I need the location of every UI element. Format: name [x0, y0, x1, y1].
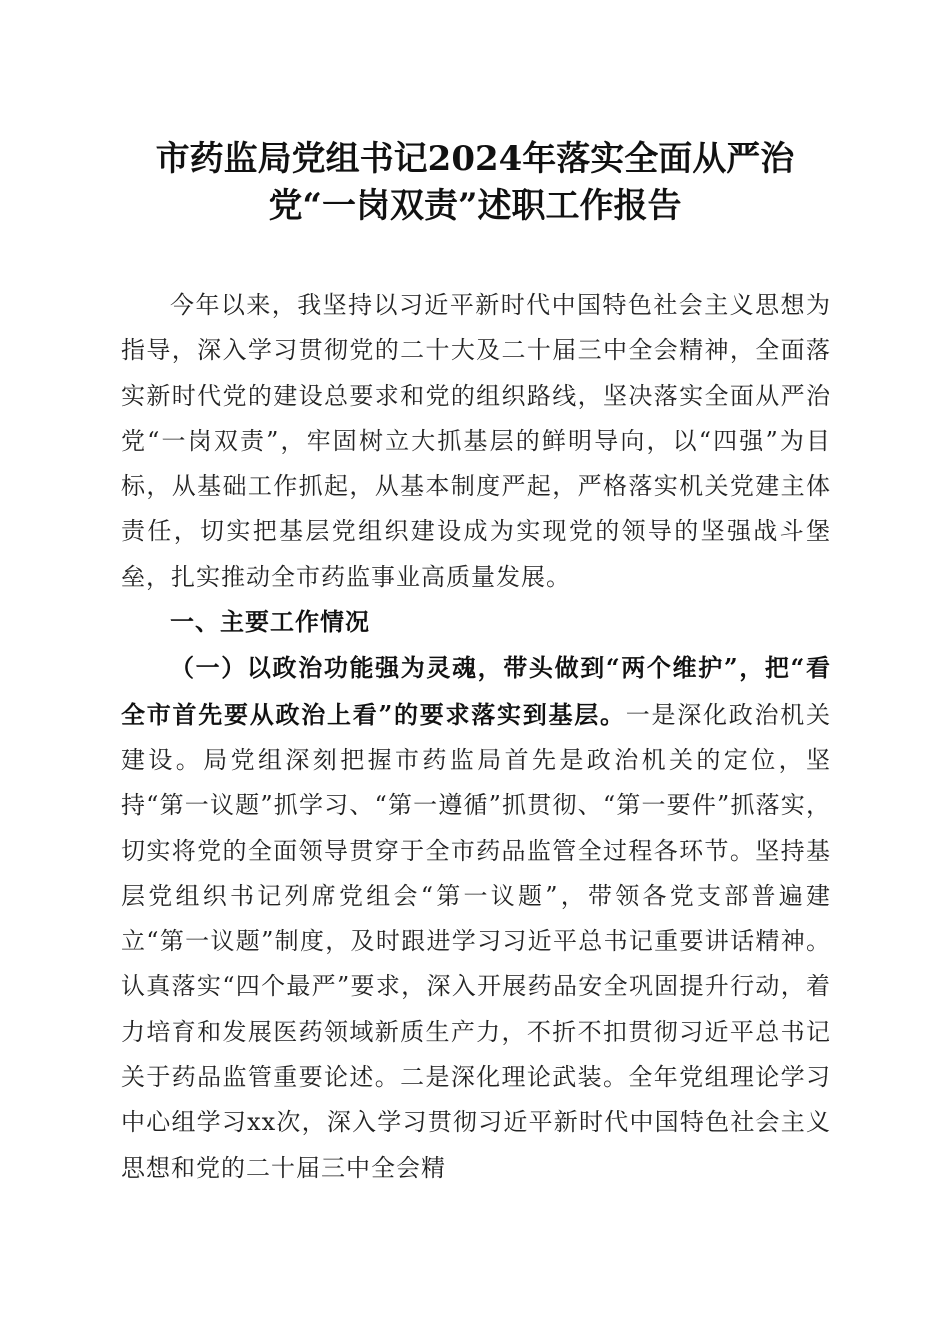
document-title-line-2: 党“一岗双责”述职工作报告: [268, 186, 682, 226]
subsection-heading: （一）以政治功能强为灵魂，带头做到“两个维护”，把“看全市首先要从政治上看”的要求落实到基层。: [121, 653, 831, 729]
intro-paragraph: 今年以来，我坚持以习近平新时代中国特色社会主义思想为指导，深入学习贯彻党的二十大及二十届三中全会精神，全面落实新时代党的建设总要求和党的组织路线，坚决落实全面从严治党“一岗双责”，牢固树立大抓基层的鲜明导向，以“四强”为目标，从基础工作抓起，从基本制度严起，严格落实机关党建主体责任，切实把基层党组织建设成为实现党的领导的坚强战斗堡垒，扎实推动全市药监事业高质量发展。: [121, 291, 831, 591]
subsection-paragraph: [121, 645, 831, 1191]
document-body: [121, 283, 831, 1191]
document-title-line-1: 市药监局党组书记2024年落实全面从严治: [155, 139, 795, 179]
section-heading-main-work: 一、主要工作情况: [170, 608, 370, 637]
subsection-body: 一是深化政治机关建设。局党组深刻把握市药监局首先是政治机关的定位，坚持“第一议题”抓学习、“第一遵循”抓贯彻、“第一要件”抓落实，切实将党的全面领导贯穿于全市药品监管全过程各环节。坚持基层党组织书记列席党组会“第一议题”，带领各党支部普遍建立“第一议题”制度，及时跟进学习习近平总书记重要讲话精神。认真落实“四个最严”要求，深入开展药品安全巩固提升行动，着力培育和发展医药领域新质生产力，不折不扣贯彻习近平总书记关于药品监管重要论述。二是深化理论武装。全年党组理论学习中心组学习xx次，深入学习贯彻习近平新时代中国特色社会主义思想和党的二十届三中全会精: [121, 700, 831, 1182]
